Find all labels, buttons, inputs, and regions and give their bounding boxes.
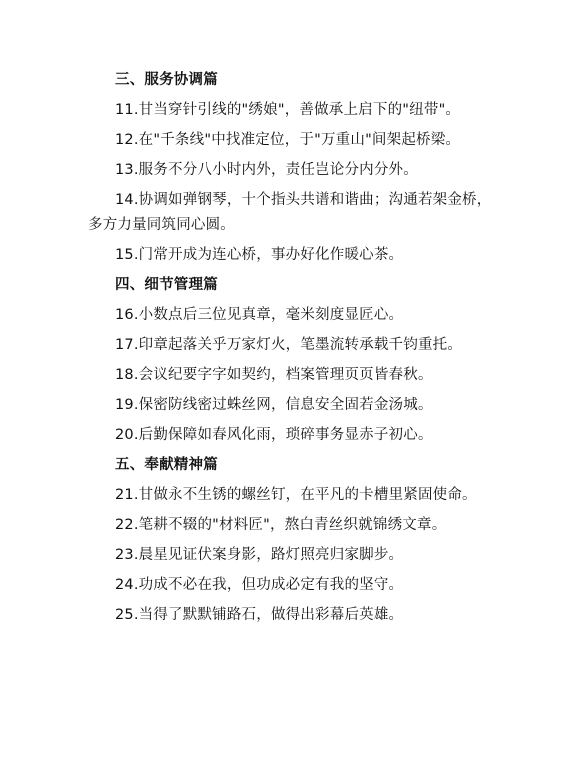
list-item: 20.后勤保障如春风化雨，琐碎事务显赤子初心。 bbox=[115, 427, 433, 443]
list-item: 21.甘做永不生锈的螺丝钉，在平凡的卡槽里紧固使命。 bbox=[115, 487, 477, 503]
list-item-continuation: 多方力量同筑同心圆。 bbox=[88, 217, 235, 233]
section-heading-service-coordination: 三、服务协调篇 bbox=[115, 72, 218, 88]
section-heading-dedication: 五、奉献精神篇 bbox=[115, 457, 218, 473]
list-item: 17.印章起落关乎万家灯火，笔墨流转承载千钧重托。 bbox=[115, 337, 463, 353]
list-item: 15.门常开成为连心桥，事办好化作暖心茶。 bbox=[115, 247, 404, 263]
list-item: 24.功成不必在我，但功成必定有我的坚守。 bbox=[115, 577, 404, 593]
list-item: 11.甘当穿针引线的"绣娘"，善做承上启下的"纽带"。 bbox=[115, 102, 461, 118]
document-content bbox=[88, 70, 498, 625]
list-item: 25.当得了默默铺路石，做得出彩幕后英雄。 bbox=[115, 607, 404, 623]
list-item: 19.保密防线密过蛛丝网，信息安全固若金汤城。 bbox=[115, 397, 433, 413]
list-item: 18.会议纪要字字如契约，档案管理页页皆春秋。 bbox=[115, 367, 433, 383]
list-item: 12.在"千条线"中找准定位，于"万重山"间架起桥梁。 bbox=[115, 132, 461, 148]
list-item: 13.服务不分八小时内外，责任岂论分内分外。 bbox=[115, 162, 418, 178]
list-item: 16.小数点后三位见真章，毫米刻度显匠心。 bbox=[115, 307, 404, 323]
section-heading-detail-management: 四、细节管理篇 bbox=[115, 277, 218, 293]
list-item: 14.协调如弹钢琴，十个指头共谱和谐曲；沟通若架金桥， bbox=[115, 192, 492, 208]
list-item: 22.笔耕不辍的"材料匠"，熬白青丝织就锦绣文章。 bbox=[115, 517, 447, 533]
list-item: 23.晨星见证伏案身影，路灯照亮归家脚步。 bbox=[115, 547, 404, 563]
